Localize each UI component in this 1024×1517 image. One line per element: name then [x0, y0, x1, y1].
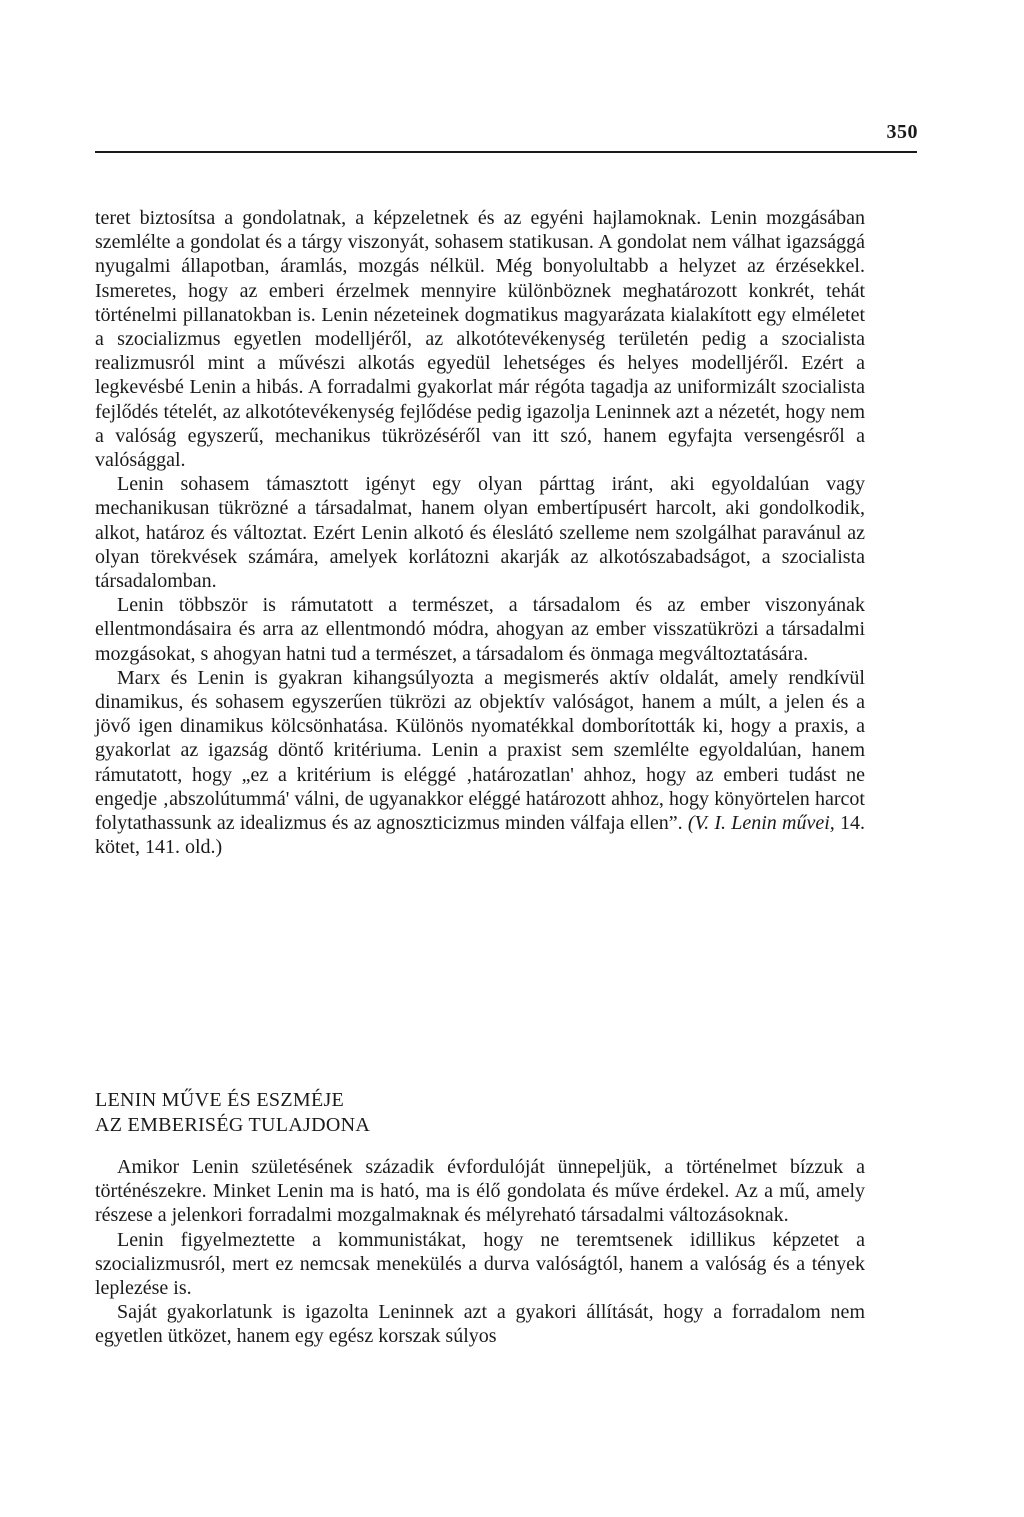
section-heading-line-2: AZ EMBERISÉG TULAJDONA [95, 1114, 371, 1136]
main-text-section [95, 206, 865, 859]
paragraph: teret biztosítsa a gondolatnak, a képzeletnek és az egyéni hajlamoknak. Lenin mozgásában szemlélte a gondolat és a tárgy viszonyát, sohasem statikusan. A gondolat nem válhat igazsággá nyugalmi állapotban, áramlás, mozgás nélkül. Még bonyolultabb a helyzet az érzésekkel. Ismeretes, hogy az emberi érzelmek mennyire különböznek meghatározott konkrét, tehát történelmi pillanatokban is. Lenin nézeteinek dogmatikus magyarázata kialakított egy elméletet a szocializmus egyetlen modelljéről, az alkotótevékenység területén pedig a szocialista realizmusról mint a művészi alkotás egyedül lehetséges és helyes modelljéről. Ezért a legkevésbé Lenin a hibás. A forradalmi gyakorlat már régóta tagadja az uniformizált szocialista fejlődés tételét, az alkotótevékenység fejlődése pedig igazolja Leninnek azt a nézetét, hogy nem a valóság egyszerű, mechanikus tükrözéséről van itt szó, hanem egyfajta versengésről a valósággal. [95, 207, 865, 472]
header-rule [95, 151, 917, 153]
section-heading [95, 1088, 695, 1138]
section-heading-line-1: LENIN MŰVE ÉS ESZMÉJE [95, 1089, 345, 1111]
paragraph: Lenin figyelmeztette a kommunistákat, hogy ne teremtsenek idillikus képzetet a szocializmusról, mert ez nemcsak menekülés a durva valóságtól, hanem a valóság és a tények leplezése is. [95, 1228, 865, 1300]
paragraph: Amikor Lenin születésének századik évfordulóját ünnepeljük, a történelmet bízzuk a történészekre. Minket Lenin ma is ható, ma is élő gondolata és műve érdekel. Az a mű, amely részese a jelenkori forradalmi mozgalmaknak és mélyreható társadalmi változásoknak. [95, 1156, 865, 1227]
paragraph-text: Marx és Lenin is gyakran kihangsúlyozta a megismerés aktív oldalát, amely rendkívül dinamikus, és sohasem egyszerűen tükrözi az objektív valóságot, hanem a múlt, a jelen és a jövő igen dinamikus kölcsönhatása. Különös nyomatékkal domborították ki, hogy a praxis, a gyakorlat az igazság döntő kritériuma. Lenin a praxist sem szemlélte egyoldalúan, hanem rámutatott, hogy „ez a kritérium is eléggé ‚határozatlan' ahhoz, hogy az emberi tudást ne engedje ‚abszolútummá' válni, de ugyanakkor eléggé határozott ahhoz, hogy könyörtelen harcot folytathassunk az idealizmus és az agnoszticizmus minden válfaja ellen”. [95, 666, 865, 835]
paragraph [95, 666, 865, 860]
paragraph: Lenin többször is rámutatott a természet, a társadalom és az ember viszonyának ellentmondásaira és arra az ellentmondó módra, ahogyan az ember visszatükrözi a társadalmi mozgásokat, s ahogyan hatni tud a természet, a társadalom és önmaga megváltoztatására. [95, 594, 865, 665]
citation-italic: (V. I. Lenin művei, [687, 812, 835, 835]
second-text-section [95, 1155, 865, 1349]
page-number: 350 [886, 121, 918, 143]
paragraph: Lenin sohasem támasztott igényt egy olyan párttag iránt, aki egyoldalúan vagy mechanikusan tükrözné a társadalmat, hanem olyan embertípusért harcolt, aki gondolkodik, alkot, határoz és változtat. Ezért Lenin alkotó és éleslátó szelleme nem szolgálhat paravánul az olyan törekvések számára, amelyek korlátozni akarják az alkotószabadságot, a szocialista társadalomban. [95, 473, 865, 593]
citation-rest: 14. kötet, 141. old.) [95, 812, 865, 859]
paragraph: Saját gyakorlatunk is igazolta Leninnek azt a gyakori állítását, hogy a forradalom nem egyetlen ütközet, hanem egy egész korszak súlyos [95, 1301, 865, 1348]
